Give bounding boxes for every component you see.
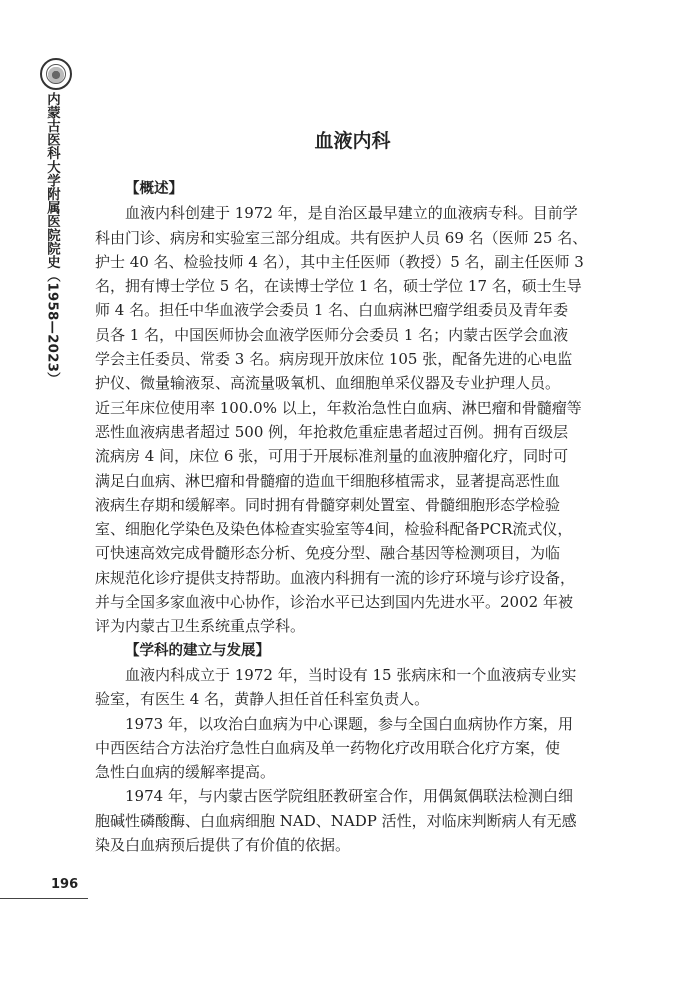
text-line: 血液内科成立于 1972 年，当时设有 15 张病床和一个血液病专业实 bbox=[125, 665, 577, 684]
text-line: 近三年床位使用率 100.0% 以上，年救治急性白血病、淋巴瘤和骨髓瘤等 bbox=[95, 398, 582, 417]
footer-rule bbox=[0, 898, 88, 899]
paragraph bbox=[95, 663, 610, 712]
text-line: 胞碱性磷酸酶、白血病细胞 NAD、NADP 活性，对临床判断病人有无感 bbox=[95, 811, 577, 830]
book-title-years: （1958—2023） bbox=[44, 268, 60, 386]
text-line: 急性白血病的缓解率提高。 bbox=[95, 763, 276, 782]
text-line: 师 4 名。担任中华血液学会委员 1 名、白血病淋巴瘤学组委员及青年委 bbox=[95, 301, 569, 320]
text-line: 染及白血病预后提供了有价值的依据。 bbox=[95, 836, 351, 855]
text-line: 名，拥有博士学位 5 名，在读博士学位 1 名，硕士学位 17 名，硕士生导 bbox=[95, 277, 582, 296]
section-heading: 【概述】 bbox=[125, 181, 183, 197]
text-line: 液病生存期和缓解率。同时拥有骨髓穿刺处置室、骨髓细胞形态学检验 bbox=[95, 495, 561, 514]
text-line: 室、细胞化学染色及染色体检查实验室等4间，检验科配备PCR流式仪， bbox=[95, 520, 573, 539]
book-title-main: 内蒙古医科大学附属医院院史 bbox=[44, 92, 60, 269]
text-line: 评为内蒙古卫生系统重点学科。 bbox=[95, 617, 306, 636]
book-title-vertical bbox=[45, 92, 58, 386]
text-line: 满足白血病、淋巴瘤和骨髓瘤的造血干细胞移植需求，显著提高恶性血 bbox=[95, 471, 561, 490]
text-line: 1974 年，与内蒙古医学院组胚教研室合作，用偶氮偶联法检测白细 bbox=[125, 787, 573, 806]
text-line: 科由门诊、病房和实验室三部分组成。共有医护人员 69 名（医师 25 名、 bbox=[95, 228, 588, 247]
text-line: 验室，有医生 4 名，黄静人担任首任科室负责人。 bbox=[95, 690, 430, 709]
text-line: 中西医结合方法治疗急性白血病及单一药物化疗改用联合化疗方案，使 bbox=[95, 738, 561, 757]
text-line: 恶性血液病患者超过 500 例，年抢救危重症患者超过百例。拥有百级层 bbox=[95, 422, 569, 441]
text-line: 血液内科创建于 1972 年，是自治区最早建立的血液病专科。目前学 bbox=[125, 204, 578, 223]
text-line: 护仪、微量输液泵、高流量吸氧机、血细胞单采仪器及专业护理人员。 bbox=[95, 374, 561, 393]
text-line: 护士 40 名、检验技师 4 名），其中主任医师（教授）5 名，副主任医师 3 bbox=[95, 252, 584, 271]
paragraph bbox=[95, 784, 610, 857]
text-line: 学会主任委员、常委 3 名。病房现开放床位 105 张，配备先进的心电监 bbox=[95, 350, 573, 369]
paragraph bbox=[95, 712, 610, 785]
text-line: 可快速高效完成骨髓形态分析、免疫分型、融合基因等检测项目，为临 bbox=[95, 544, 561, 563]
text-line: 1973 年，以攻治白血病为中心课题，参与全国白血病协作方案，用 bbox=[125, 714, 573, 733]
university-logo-icon bbox=[40, 58, 72, 90]
paragraph bbox=[95, 201, 610, 638]
section-heading: 【学科的建立与发展】 bbox=[125, 642, 270, 659]
text-line: 床规范化诊疗提供支持帮助。血液内科拥有一流的诊疗环境与诊疗设备， bbox=[95, 568, 576, 587]
text-line: 流病房 4 间，床位 6 张，可用于开展标准剂量的血液肿瘤化疗，同时可 bbox=[95, 447, 569, 466]
text-line: 员各 1 名，中国医师协会血液学医师分会委员 1 名；内蒙古医学会血液 bbox=[95, 325, 569, 344]
page-number: 196 bbox=[51, 877, 79, 892]
page-title: 血液内科 bbox=[314, 130, 391, 152]
text-line: 并与全国多家血液中心协作，诊治水平已达到国内先进水平。2002 年被 bbox=[95, 593, 573, 612]
article-body bbox=[95, 177, 610, 857]
